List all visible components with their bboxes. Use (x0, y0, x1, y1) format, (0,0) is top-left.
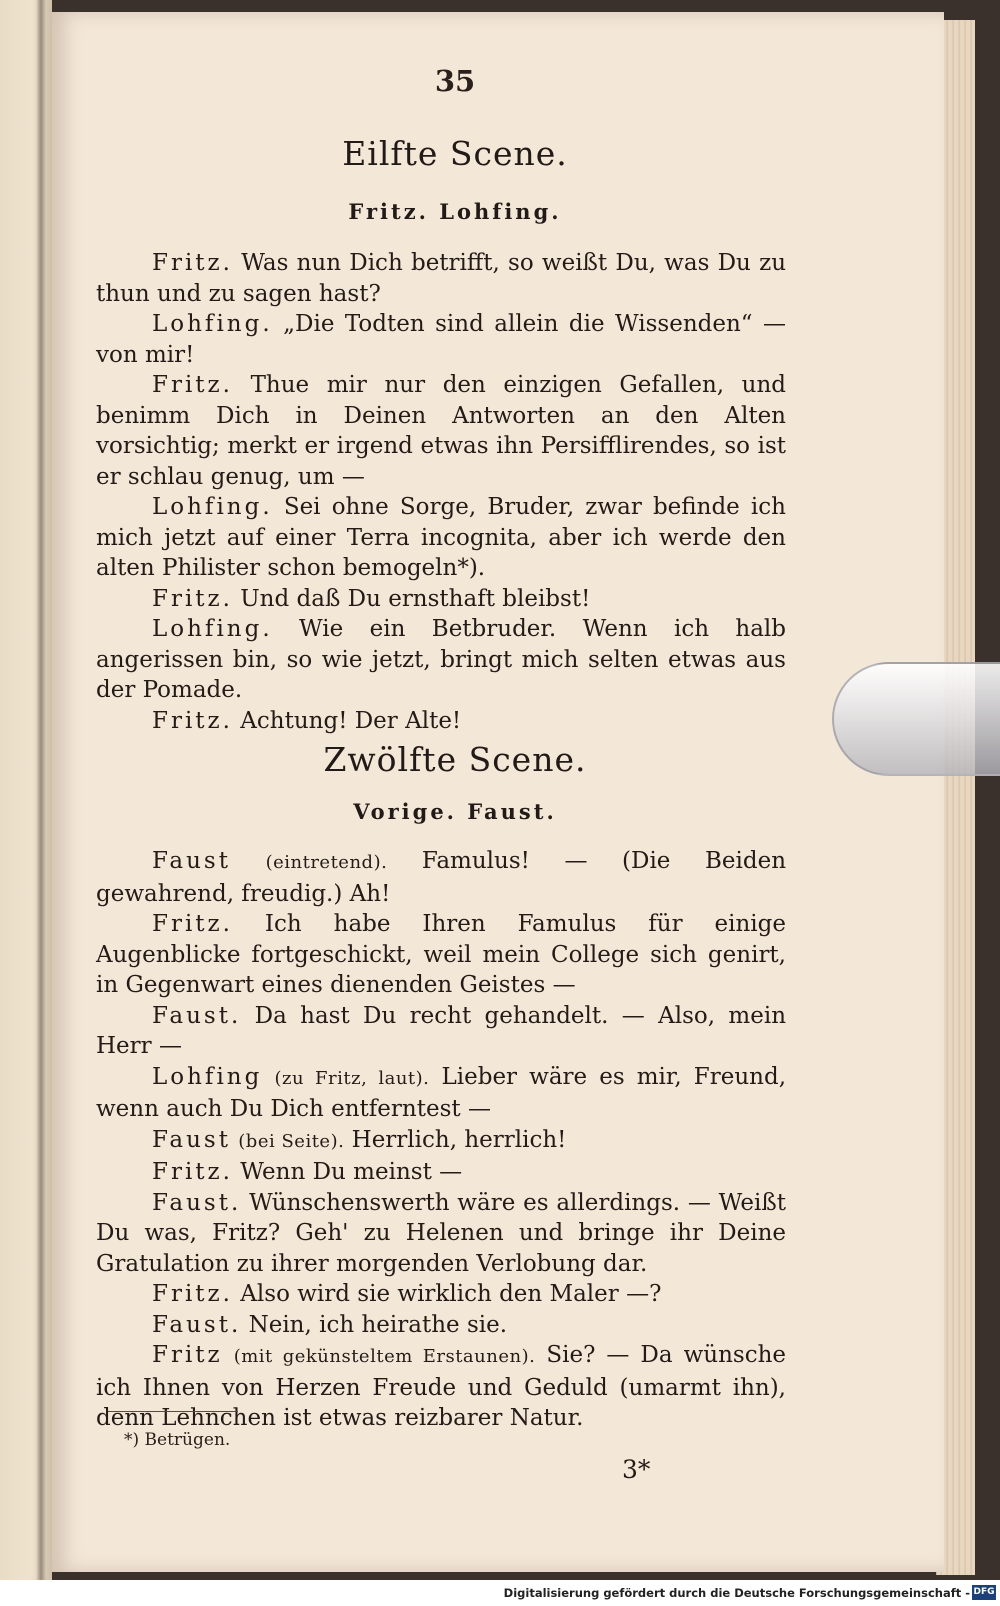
stage-direction: (mit gekünsteltem Erstaunen). (233, 1346, 536, 1367)
scene-11-text (96, 248, 786, 736)
speaker-name: Lohfing. (152, 311, 273, 337)
dialogue-line (96, 1157, 786, 1188)
dialogue-line (96, 309, 786, 370)
dialogue-line (96, 1310, 786, 1341)
speaker-name: Lohfing. (152, 494, 273, 520)
dialogue-line (96, 614, 786, 706)
scene-12-cast: Vorige. Faust. (353, 799, 557, 824)
speaker-name: Fritz. (152, 1281, 233, 1307)
dialogue-line (96, 1125, 786, 1158)
scanner-clip (832, 662, 1000, 776)
dialogue-line (96, 706, 786, 737)
dialogue-text: Achtung! Der Alte! (240, 707, 462, 734)
scene-12-title: Zwölfte Scene. (323, 740, 587, 779)
dialogue-text: Thue mir nur den einzigen Gefallen, und benimm Dich in Deinen Antworten an den Alten vorsichtig; merkt er irgend etwas ihn Persifflirendes, so ist er schlau genug, um — (96, 372, 787, 490)
dialogue-text: „Die Todten sind allein die Wissenden“ — von mir! (96, 311, 787, 368)
dialogue-text: Was nun Dich betrifft, so weißt Du, was Du zu thun und zu sagen hast? (96, 250, 787, 307)
speaker-name: Fritz. (152, 372, 233, 398)
footnote-divider (108, 1411, 238, 1412)
dialogue-line (96, 846, 786, 909)
dialogue-line (96, 492, 786, 584)
dialogue-text: Wünschenswerth wäre es allerdings. — Weißt Du was, Fritz? Geh' zu Helenen und bringe ihr Deine Gratulation zu ihrer morgenden Verlobung dar. (96, 1189, 787, 1277)
dialogue-line (96, 584, 786, 615)
dialogue-line (96, 1062, 786, 1125)
dialogue-line (96, 1001, 786, 1062)
speaker-name: Faust. (152, 1189, 242, 1216)
dialogue-text: Da hast Du recht gehandelt. — Also, mein Herr — (96, 1002, 787, 1059)
dfg-logo: DFG (972, 1585, 996, 1600)
dialogue-text: Nein, ich heirathe sie. (248, 1311, 508, 1338)
dialogue-text: Sei ohne Sorge, Bruder, zwar befinde ich mich jetzt auf einer Terra incognita, aber ich werde den alten Philister schon bemogeln*). (96, 494, 786, 581)
dialogue-text: Sie? — Da wünsche ich Ihnen von Herzen Freude und Geduld (umarmt ihn), denn Lehnchen ist etwas reizbarer Natur. (96, 1342, 787, 1431)
dialogue-line (96, 1188, 786, 1280)
dialogue-line (96, 1340, 786, 1434)
speaker-name: Lohfing (152, 1063, 263, 1090)
speaker-name: Fritz. (152, 707, 233, 734)
dialogue-text: Famulus! — (Die Beiden gewahrend, freudig.) Ah! (96, 848, 787, 907)
footnote: *) Betrügen. (124, 1430, 231, 1450)
speaker-name: Fritz (152, 1342, 223, 1368)
footer-banner (0, 1580, 1000, 1606)
scene-11-cast: Fritz. Lohfing. (348, 199, 562, 224)
banner-text: Digitalisierung gefördert durch die Deutsche Forschungsgemeinschaft - (503, 1586, 970, 1600)
dialogue-text: Wenn Du meinst — (240, 1159, 463, 1185)
speaker-name: Faust (152, 848, 231, 874)
dialogue-line (96, 248, 786, 309)
dialogue-text: Lieber wäre es mir, Freund, wenn auch Du Dich entferntest — (96, 1063, 787, 1122)
speaker-name: Faust. (152, 1002, 242, 1029)
speaker-name: Faust. (152, 1311, 242, 1338)
dialogue-text: Und daß Du ernsthaft bleibst! (240, 585, 591, 612)
speaker-name: Fritz. (152, 250, 233, 276)
speaker-name: Fritz. (152, 1159, 233, 1185)
stage-direction: (eintretend). (265, 852, 388, 873)
scene-11-title: Eilfte Scene. (342, 134, 568, 173)
page-number: 35 (434, 64, 476, 98)
scene-12-text (96, 846, 786, 1434)
book-gutter (36, 0, 46, 1580)
dialogue-text: Ich habe Ihren Famulus für einige Augenblicke fortgeschickt, weil mein College sich genirt, in Gegenwart eines dienenden Geistes — (96, 911, 787, 998)
speaker-name: Fritz. (152, 911, 233, 937)
dialogue-text: Wie ein Betbruder. Wenn ich halb angerissen bin, so wie jetzt, bringt mich selten etwas aus der Pomade. (96, 616, 786, 703)
dialogue-text: Also wird sie wirklich den Maler —? (240, 1281, 662, 1307)
dialogue-line (96, 909, 786, 1001)
speaker-name: Faust (152, 1126, 231, 1153)
dialogue-text: Herrlich, herrlich! (351, 1126, 567, 1153)
stage-direction: (bei Seite). (238, 1130, 345, 1152)
signature-mark: 3* (622, 1455, 651, 1484)
speaker-name: Lohfing. (152, 616, 273, 642)
dialogue-line (96, 1279, 786, 1310)
stage-direction: (zu Fritz, laut). (274, 1067, 430, 1089)
dialogue-line (96, 370, 786, 492)
speaker-name: Fritz. (152, 585, 233, 612)
